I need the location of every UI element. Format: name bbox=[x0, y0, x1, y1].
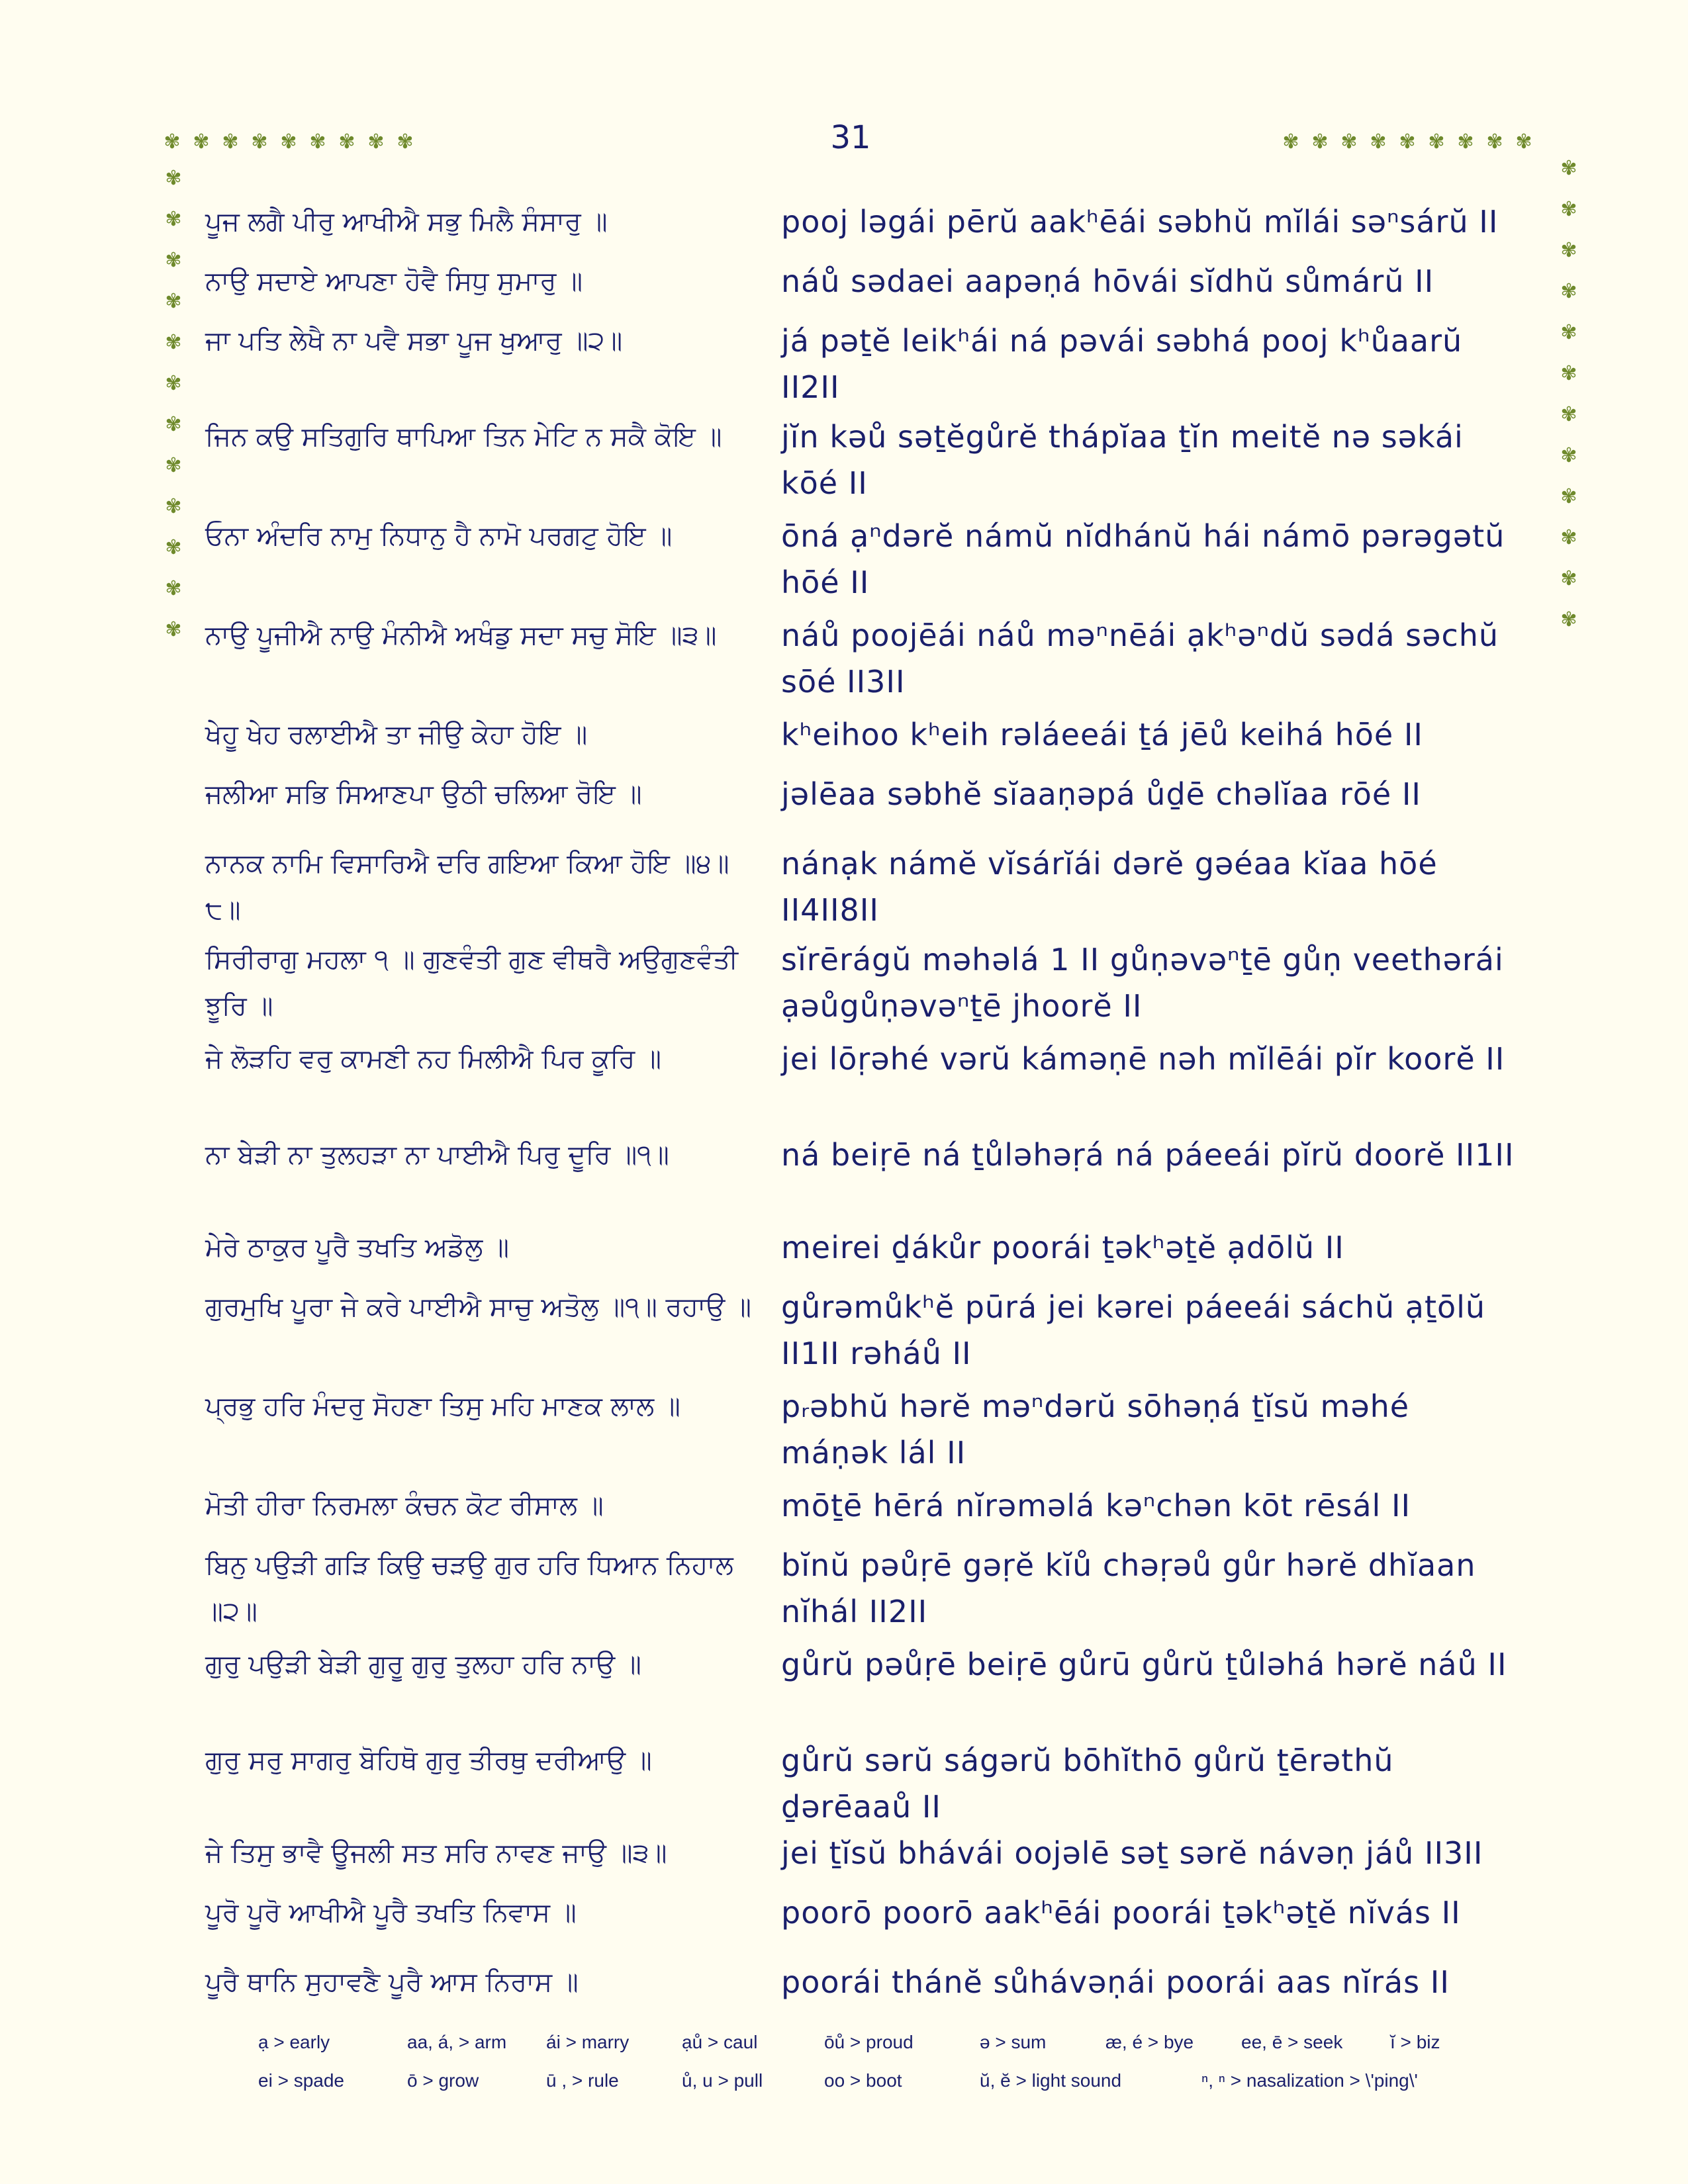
pronunciation-legend bbox=[258, 2032, 1516, 2109]
flower-icon: ✾ bbox=[1560, 608, 1577, 631]
flower-icon: ✾ bbox=[165, 454, 182, 477]
transliteration-text: pᵣəbhŭ hərĕ məⁿdərŭ sōhəṇá ṯĭsŭ məhé máṇək lál II bbox=[781, 1388, 1410, 1471]
flower-icon: ✾ bbox=[1428, 130, 1445, 154]
flower-icon: ✾ bbox=[397, 130, 414, 154]
flower-icon: ✾ bbox=[165, 372, 182, 395]
decorative-flower-row-top-left bbox=[162, 132, 424, 152]
flower-icon: ✾ bbox=[222, 130, 239, 154]
flower-icon: ✾ bbox=[165, 331, 182, 354]
gurmukhi-text: ਪੂਜ ਲਗੈ ਪੀਰੁ ਆਖੀਐ ਸਭੁ ਮਿਲੈ ਸੰਸਾਰੁ ॥ bbox=[205, 206, 608, 237]
legend-item: oo > boot bbox=[824, 2070, 902, 2091]
flower-icon: ✾ bbox=[193, 130, 210, 154]
gurmukhi-text: ਗੁਰਮੁਖਿ ਪੂਰਾ ਜੇ ਕਰੇ ਪਾਈਐ ਸਾਚੁ ਅਤੋਲੁ ॥੧॥ ਰਹਾਉ ॥ bbox=[205, 1292, 751, 1322]
legend-item: ⁿ, ⁿ > nasalization > \'ping\' bbox=[1201, 2070, 1418, 2091]
legend-item: ə > sum bbox=[980, 2032, 1047, 2052]
flower-icon: ✾ bbox=[164, 130, 181, 154]
transliteration-text: ná beiṛē ná ṯůləhəṛá ná páeeái pĭrŭ doorĕ II1II bbox=[781, 1137, 1515, 1173]
transliteration-text: jei lōṛəhé vərŭ káməṇē nəh mĭlēái pĭr koorĕ II bbox=[781, 1041, 1505, 1077]
transliteration-text: náů poojēái náů məⁿnēái ạkʰəⁿdŭ sədá səchŭ sōé II3II bbox=[781, 617, 1499, 700]
gurmukhi-text: ਸਿਰੀਰਾਗੁ ਮਹਲਾ ੧ ॥ ਗੁਣਵੰਤੀ ਗੁਣ ਵੀਥਰੈ ਅਉਗੁਣਵੰਤੀ ਝੂਰਿ ॥ bbox=[205, 944, 739, 1021]
transliteration-text: poorái thánĕ sůhávəṇái poorái aas nĭrás II bbox=[781, 1964, 1450, 2000]
flower-icon: ✾ bbox=[309, 130, 326, 154]
gurmukhi-text: ਜੇ ਲੋੜਹਿ ਵਰੁ ਕਾਮਣੀ ਨਹ ਮਿਲੀਐ ਪਿਰ ਕੂਰਿ ॥ bbox=[205, 1044, 661, 1074]
gurmukhi-text: ਜਲੀਆ ਸਭਿ ਸਿਆਣਪਾ ਉਠੀ ਚਲਿਆ ਰੋਇ ॥ bbox=[205, 779, 642, 809]
gurmukhi-text: ਗੁਰੁ ਸਰੁ ਸਾਗਰੁ ਬੋਹਿਥੋ ਗੁਰੁ ਤੀਰਥੁ ਦਰੀਆਉ ॥ bbox=[205, 1745, 652, 1776]
flower-icon: ✾ bbox=[280, 130, 297, 154]
transliteration-text: ōná ạⁿdərĕ námŭ nĭdhánŭ hái námō pərəgətŭ hōé II bbox=[781, 518, 1505, 600]
flower-icon: ✾ bbox=[1560, 239, 1577, 262]
legend-item: ái > marry bbox=[546, 2032, 630, 2052]
legend-line-2 bbox=[258, 2070, 1516, 2109]
legend-item: ĭ > biz bbox=[1390, 2032, 1440, 2052]
legend-item: ů, u > pull bbox=[682, 2070, 763, 2091]
flower-icon: ✾ bbox=[1515, 130, 1532, 154]
flower-icon: ✾ bbox=[338, 130, 355, 154]
transliteration-text: meirei ḏákůr poorái ṯəkʰəṯĕ ạdōlŭ II bbox=[781, 1230, 1344, 1265]
gurmukhi-text: ਮੋਤੀ ਹੀਰਾ ਨਿਰਮਲਾ ਕੰਚਨ ਕੋਟ ਰੀਸਾਲ ॥ bbox=[205, 1490, 604, 1521]
flower-icon: ✾ bbox=[1560, 526, 1577, 549]
flower-icon: ✾ bbox=[165, 536, 182, 559]
transliteration-text: náů sədaei aapəṇá hōvái sĭdhŭ sůmárŭ II bbox=[781, 263, 1434, 299]
gurmukhi-text: ਪੂਰੋ ਪੂਰੋ ਆਖੀਐ ਪੂਰੈ ਤਖਤਿ ਨਿਵਾਸ ॥ bbox=[205, 1897, 577, 1928]
gurmukhi-text: ਗੁਰੁ ਪਉੜੀ ਬੇੜੀ ਗੁਰੂ ਗੁਰੁ ਤੁਲਹਾ ਹਰਿ ਨਾਉ ॥ bbox=[205, 1649, 641, 1680]
gurmukhi-text: ਜਿਨ ਕਉ ਸਤਿਗੁਰਿ ਥਾਪਿਆ ਤਿਨ ਮੇਟਿ ਨ ਸਕੈ ਕੋਇ ॥ bbox=[205, 422, 722, 452]
decorative-flower-column-right bbox=[1559, 159, 1579, 651]
transliteration-text: jəlēaa səbhĕ sĭaaṇəpá ůḏē chəlĭaa rōé II bbox=[781, 776, 1421, 812]
transliteration-text: pooj ləgái pērŭ aakʰēái səbhŭ mĭlái səⁿsárŭ II bbox=[781, 204, 1499, 240]
flower-icon: ✾ bbox=[1560, 403, 1577, 426]
flower-icon: ✾ bbox=[165, 208, 182, 231]
gurmukhi-text: ਖੇਹੂ ਖੇਹ ਰਲਾਈਐ ਤਾ ਜੀਉ ਕੇਹਾ ਹੋਇ ॥ bbox=[205, 719, 588, 750]
transliteration-text: bĭnŭ pəůṛē gəṛĕ kĭů chəṛəů gůr hərĕ dhĭaan nĭhál II2II bbox=[781, 1547, 1476, 1629]
flower-icon: ✾ bbox=[1370, 130, 1387, 154]
decorative-flower-row-top-right bbox=[1281, 132, 1543, 152]
gurmukhi-text: ਪੂਰੈ ਥਾਨਿ ਸੁਹਾਵਣੈ ਪੂਰੈ ਆਸ ਨਿਰਾਸ ॥ bbox=[205, 1967, 579, 1997]
transliteration-text: kʰeihoo kʰeih rəláeeái ṯá jēů keihá hōé II bbox=[781, 717, 1423, 752]
legend-item: aa, á, > arm bbox=[407, 2032, 507, 2052]
flower-icon: ✾ bbox=[1560, 362, 1577, 385]
transliteration-text: jĭn kəů səṯĕgůrĕ thápĭaa ṯĭn meitĕ nə səkái kōé II bbox=[781, 419, 1464, 501]
transliteration-text: gůrəmůkʰĕ pūrá jei kərei páeeái sáchŭ ạṯōlŭ II1II rəháů II bbox=[781, 1289, 1486, 1371]
legend-item: ạů > caul bbox=[682, 2032, 758, 2052]
gurmukhi-text: ਨਾਉ ਪੂਜੀਐ ਨਾਉ ਮੰਨੀਐ ਅਖੰਡੁ ਸਦਾ ਸਚੁ ਸੋਇ ॥੩॥ bbox=[205, 620, 717, 651]
flower-icon: ✾ bbox=[165, 290, 182, 313]
gurmukhi-text: ਓਨਾ ਅੰਦਰਿ ਨਾਮੁ ਨਿਧਾਨੁ ਹੈ ਨਾਮੋ ਪਰਗਟੁ ਹੋਇ ॥ bbox=[205, 521, 673, 551]
gurmukhi-text: ਨਾਨਕ ਨਾਮਿ ਵਿਸਾਰਿਐ ਦਰਿ ਗਇਆ ਕਿਆ ਹੋਇ ॥੪॥੮॥ bbox=[205, 848, 729, 925]
legend-item: ŭ, ĕ > light sound bbox=[980, 2070, 1122, 2091]
flower-icon: ✾ bbox=[1399, 130, 1416, 154]
decorative-flower-column-left bbox=[164, 169, 183, 661]
flower-icon: ✾ bbox=[165, 167, 182, 190]
gurmukhi-text: ਮੇਰੇ ਠਾਕੁਰ ਪੂਰੈ ਤਖਤਿ ਅਡੋਲੁ ॥ bbox=[205, 1232, 509, 1263]
flower-icon: ✾ bbox=[165, 577, 182, 600]
transliteration-text: gůrŭ sərŭ ságərŭ bōhĭthō gůrŭ ṯērəthŭ ḏərēaaů II bbox=[781, 1743, 1394, 1825]
flower-icon: ✾ bbox=[251, 130, 268, 154]
gurmukhi-text: ਨਾਉ ਸਦਾਏ ਆਪਣਾ ਹੋਵੈ ਸਿਧੁ ਸੁਮਾਰੁ ॥ bbox=[205, 266, 583, 296]
flower-icon: ✾ bbox=[165, 413, 182, 436]
flower-icon: ✾ bbox=[1282, 130, 1299, 154]
flower-icon: ✾ bbox=[1560, 321, 1577, 344]
flower-icon: ✾ bbox=[367, 130, 385, 154]
transliteration-text: jei ṯĭsŭ bhávái oojəlē səṯ sərĕ návəṇ jáů II3II bbox=[781, 1835, 1483, 1871]
gurmukhi-text: ਜੇ ਤਿਸੁ ਭਾਵੈ ਊਜਲੀ ਸਤ ਸਰਿ ਨਾਵਣ ਜਾਉ ॥੩॥ bbox=[205, 1838, 667, 1868]
flower-icon: ✾ bbox=[1340, 130, 1358, 154]
flower-icon: ✾ bbox=[1560, 198, 1577, 221]
flower-icon: ✾ bbox=[165, 495, 182, 518]
legend-item: ū , > rule bbox=[546, 2070, 619, 2091]
legend-item: ee, ē > seek bbox=[1241, 2032, 1343, 2052]
flower-icon: ✾ bbox=[1457, 130, 1474, 154]
flower-icon: ✾ bbox=[1560, 444, 1577, 467]
flower-icon: ✾ bbox=[1560, 280, 1577, 303]
legend-item: ō > grow bbox=[407, 2070, 479, 2091]
gurmukhi-text: ਬਿਨੁ ਪਉੜੀ ਗੜਿ ਕਿਉ ਚੜਉ ਗੁਰ ਹਰਿ ਧਿਆਨ ਨਿਹਾਲ ॥੨॥ bbox=[205, 1550, 733, 1627]
transliteration-text: nánạk námĕ vĭsárĭái dərĕ gəéaa kĭaa hōé II4II8II bbox=[781, 846, 1438, 928]
flower-icon: ✾ bbox=[1560, 485, 1577, 508]
flower-icon: ✾ bbox=[1311, 130, 1329, 154]
gurmukhi-text: ਪ੍ਰਭੁ ਹਰਿ ਮੰਦਰੁ ਸੋਹਣਾ ਤਿਸੁ ਮਹਿ ਮਾਣਕ ਲਾਲ ॥ bbox=[205, 1391, 680, 1422]
transliteration-text: poorō poorō aakʰēái poorái ṯəkʰəṯĕ nĭvás II bbox=[781, 1895, 1461, 1931]
flower-icon: ✾ bbox=[1486, 130, 1503, 154]
legend-item: ei > spade bbox=[258, 2070, 344, 2091]
page-number: 31 bbox=[830, 119, 871, 156]
flower-icon: ✾ bbox=[1560, 567, 1577, 590]
transliteration-text: já pəṯĕ leikʰái ná pəvái səbhá pooj kʰůaarŭ II2II bbox=[781, 323, 1463, 405]
gurmukhi-text: ਜਾ ਪਤਿ ਲੇਖੈ ਨਾ ਪਵੈ ਸਭਾ ਪੂਜ ਖੁਆਰੁ ॥੨॥ bbox=[205, 326, 623, 356]
legend-item: ōů > proud bbox=[824, 2032, 914, 2052]
transliteration-text: mōṯē hērá nĭrəməlá kəⁿchən kōt rēsál II bbox=[781, 1488, 1411, 1524]
flower-icon: ✾ bbox=[165, 618, 182, 641]
legend-item: ạ > early bbox=[258, 2032, 330, 2052]
flower-icon: ✾ bbox=[1560, 157, 1577, 180]
flower-icon: ✾ bbox=[165, 249, 182, 272]
gurmukhi-text: ਨਾ ਬੇੜੀ ਨਾ ਤੁਲਹੜਾ ਨਾ ਪਾਈਐ ਪਿਰੁ ਦੂਰਿ ॥੧॥ bbox=[205, 1140, 669, 1170]
legend-item: æ, é > bye bbox=[1105, 2032, 1194, 2052]
transliteration-text: gůrŭ pəůṛē beiṛē gůrū gůrŭ ṯůləhá hərĕ náů II bbox=[781, 1647, 1507, 1682]
transliteration-text: sĭrērágŭ məhəlá 1 II gůṇəvəⁿṯē gůṇ veethərái ạəůgůṇəvəⁿṯē jhoorĕ II bbox=[781, 942, 1504, 1024]
legend-line-1 bbox=[258, 2032, 1516, 2070]
